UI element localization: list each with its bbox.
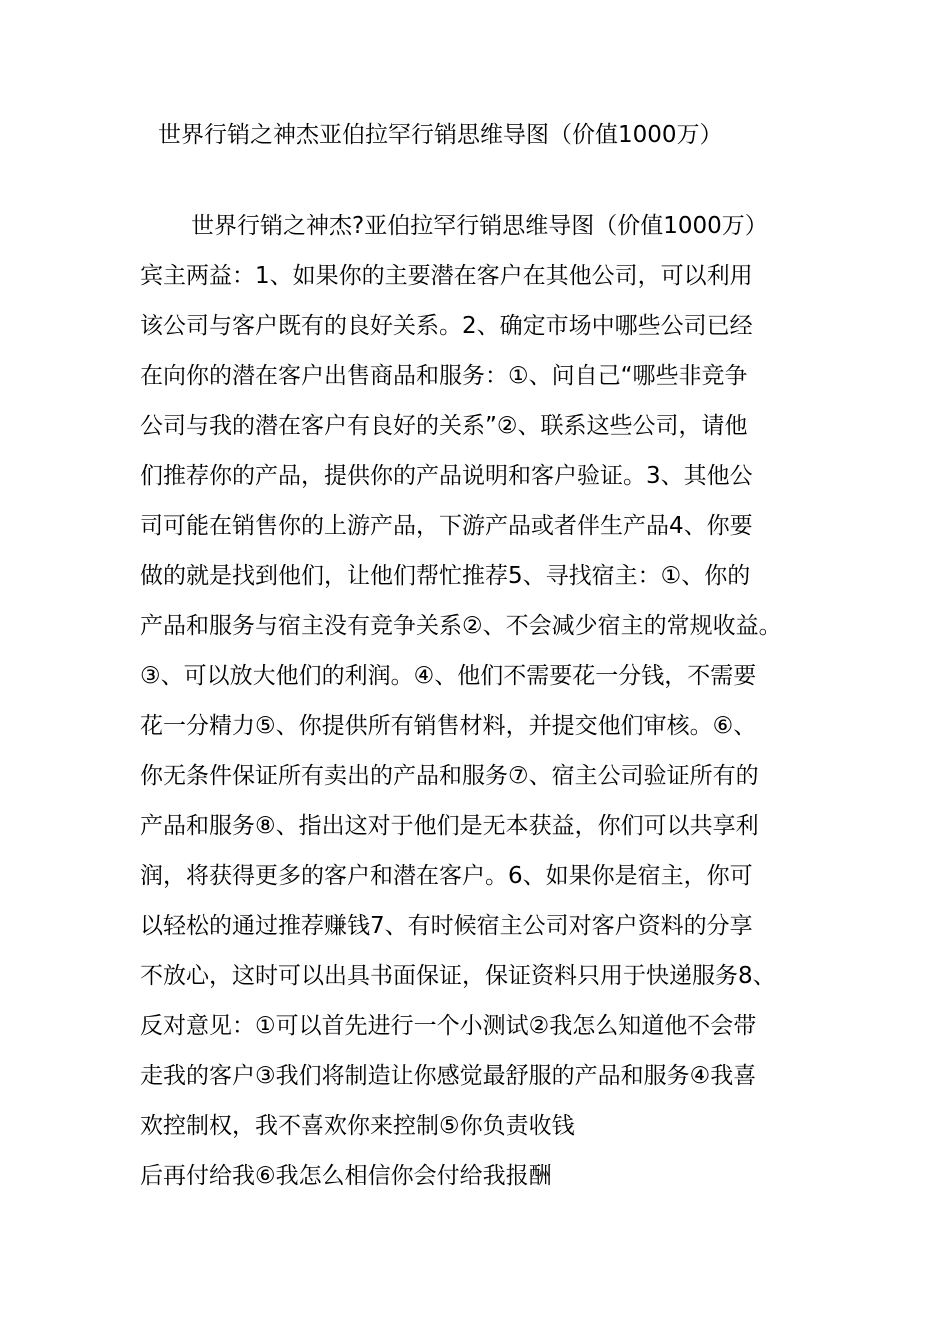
body-line: 世界行销之神杰?亚伯拉罕行销思维导图（价值1000万） [191, 213, 768, 239]
document-title: 世界行销之神杰亚伯拉罕行销思维导图（价值1000万） [158, 122, 723, 148]
body-line: 花一分精力⑤、你提供所有销售材料，并提交他们审核。⑥、 [140, 713, 757, 739]
body-line: 你无条件保证所有卖出的产品和服务⑦、宿主公司验证所有的 [140, 763, 759, 789]
body-line: 做的就是找到他们，让他们帮忙推荐5、寻找宿主：①、你的 [140, 563, 751, 589]
body-line: 公司与我的潜在客户有良好的关系”②、联系这些公司，请他 [140, 413, 748, 439]
body-line: ③、可以放大他们的利润。④、他们不需要花一分钱，不需要 [140, 663, 757, 689]
body-line: 欢控制权，我不喜欢你来控制⑤你负责收钱 [140, 1113, 575, 1139]
body-line: 该公司与客户既有的良好关系。2、确定市场中哪些公司已经 [140, 313, 753, 339]
body-line: 们推荐你的产品，提供你的产品说明和客户验证。3、其他公 [140, 463, 753, 489]
body-line: 产品和服务与宿主没有竞争关系②、不会减少宿主的常规收益。 [140, 613, 782, 639]
body-line: 后再付给我⑥我怎么相信你会付给我报酬 [140, 1163, 552, 1189]
body-line: 产品和服务⑧、指出这对于他们是无本获益，你们可以共享利 [140, 813, 759, 839]
body-line: 以轻松的通过推荐赚钱7、有时候宿主公司对客户资料的分享 [140, 913, 753, 939]
body-line: 在向你的潜在客户出售商品和服务：①、问自己“哪些非竞争 [140, 363, 748, 389]
body-line: 宾主两益：1、如果你的主要潜在客户在其他公司，可以利用 [140, 263, 753, 289]
body-line: 润，将获得更多的客户和潜在客户。6、如果你是宿主，你可 [140, 863, 753, 889]
body-line: 反对意见：①可以首先进行一个小测试②我怎么知道他不会带 [140, 1013, 757, 1039]
body-line: 司可能在销售你的上游产品，下游产品或者伴生产品4、你要 [140, 513, 753, 539]
body-line: 不放心，这时可以出具书面保证，保证资料只用于快递服务8、 [140, 963, 776, 989]
body-line: 走我的客户③我们将制造让你感觉最舒服的产品和服务④我喜 [140, 1063, 757, 1089]
document-body [140, 207, 900, 1207]
